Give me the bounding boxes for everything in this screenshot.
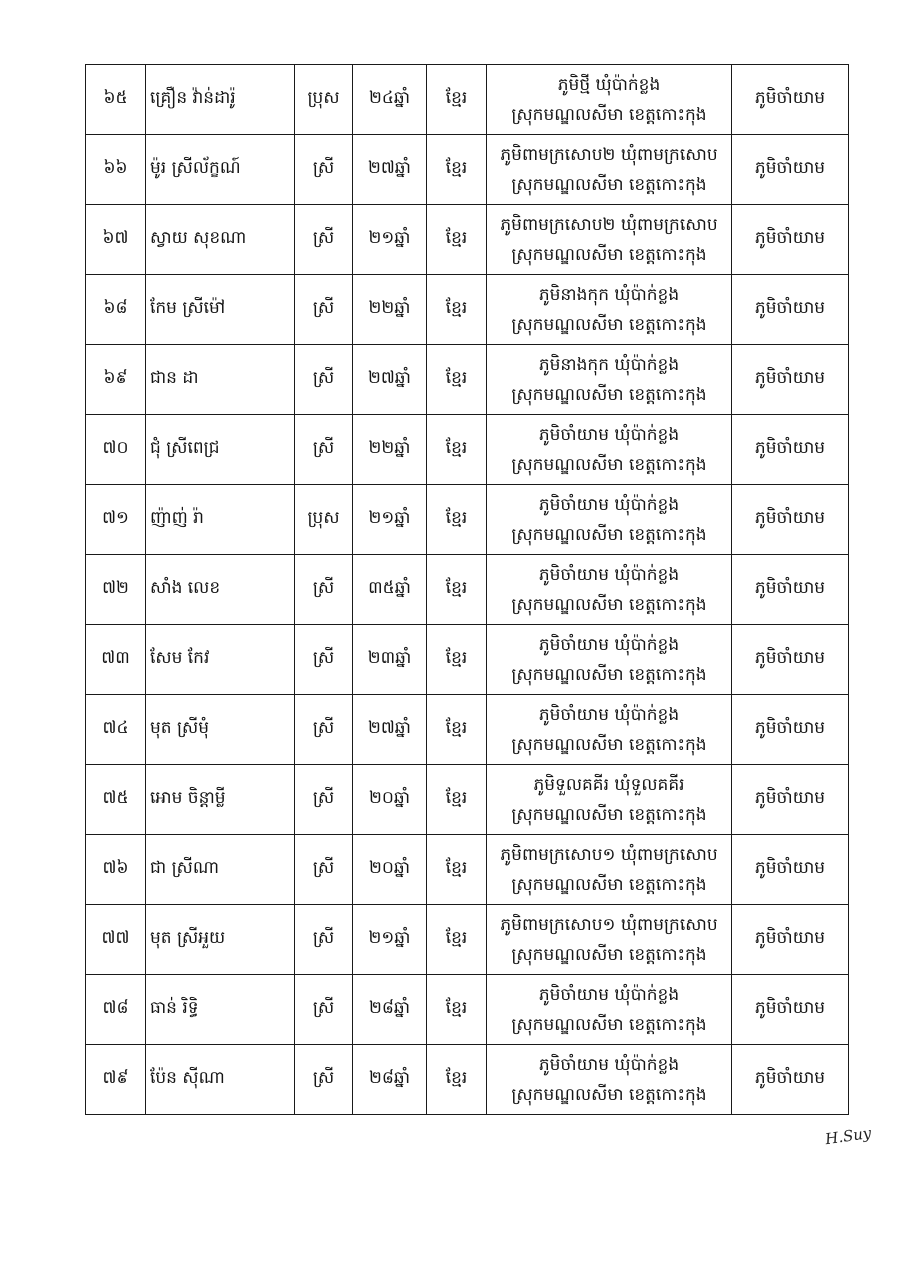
person-name: ញ៉ាញ់ រ៉ា	[146, 485, 295, 555]
sex-cell: ប្រុស	[295, 65, 353, 135]
address-district-province: ស្រុកមណ្ឌលសីមា ខេត្តកោះកុង	[511, 944, 707, 965]
person-name: ជា ស្រីណា	[146, 835, 295, 905]
person-name: មុត ស្រីមុំ	[146, 695, 295, 765]
site-cell: ភូមិចាំយាម	[732, 65, 849, 135]
person-name: មុត ស្រីអួយ	[146, 905, 295, 975]
address-village-commune: ភូមិទួលគគីរ ឃុំទួលគគីរ	[533, 774, 685, 795]
sex-cell: ស្រី	[295, 555, 353, 625]
site-cell: ភូមិចាំយាម	[732, 135, 849, 205]
age-cell: ២៧ឆ្នាំ	[353, 695, 427, 765]
address-cell	[487, 555, 732, 625]
address-cell	[487, 1045, 732, 1115]
address-cell	[487, 205, 732, 275]
address-village-commune: ភូមិពាមក្រសោប១ ឃុំពាមក្រសោប	[500, 844, 718, 865]
address-district-province: ស្រុកមណ្ឌលសីមា ខេត្តកោះកុង	[511, 1014, 707, 1035]
address-district-province: ស្រុកមណ្ឌលសីមា ខេត្តកោះកុង	[511, 454, 707, 475]
address-cell	[487, 415, 732, 485]
row-number: ៦៨	[86, 275, 146, 345]
address-cell	[487, 835, 732, 905]
address-district-province: ស្រុកមណ្ឌលសីមា ខេត្តកោះកុង	[511, 314, 707, 335]
table-row	[86, 555, 849, 625]
table-row	[86, 345, 849, 415]
site-cell: ភូមិចាំយាម	[732, 765, 849, 835]
age-cell: ២១ឆ្នាំ	[353, 485, 427, 555]
address-village-commune: ភូមិនាងកុក ឃុំប៉ាក់ខ្លង	[538, 354, 680, 375]
site-cell: ភូមិចាំយាម	[732, 695, 849, 765]
address-village-commune: ភូមិថ្មី ឃុំប៉ាក់ខ្លង	[557, 74, 661, 95]
age-cell: ២២ឆ្នាំ	[353, 415, 427, 485]
address-village-commune: ភូមិចាំយាម ឃុំប៉ាក់ខ្លង	[538, 424, 680, 445]
age-cell: ២១ឆ្នាំ	[353, 905, 427, 975]
ethnicity-cell: ខ្មែរ	[427, 765, 487, 835]
site-cell: ភូមិចាំយាម	[732, 1045, 849, 1115]
age-cell: ២៣ឆ្នាំ	[353, 625, 427, 695]
age-cell: ២១ឆ្នាំ	[353, 205, 427, 275]
row-number: ៧២	[86, 555, 146, 625]
address-cell	[487, 975, 732, 1045]
ethnicity-cell: ខ្មែរ	[427, 275, 487, 345]
site-cell: ភូមិចាំយាម	[732, 835, 849, 905]
sex-cell: ស្រី	[295, 835, 353, 905]
person-name: ធាន់ រិទ្ធិ	[146, 975, 295, 1045]
site-cell: ភូមិចាំយាម	[732, 485, 849, 555]
table-row	[86, 625, 849, 695]
person-name: ជាន ដា	[146, 345, 295, 415]
ethnicity-cell: ខ្មែរ	[427, 65, 487, 135]
site-cell: ភូមិចាំយាម	[732, 905, 849, 975]
address-district-province: ស្រុកមណ្ឌលសីមា ខេត្តកោះកុង	[511, 384, 707, 405]
ethnicity-cell: ខ្មែរ	[427, 835, 487, 905]
address-district-province: ស្រុកមណ្ឌលសីមា ខេត្តកោះកុង	[511, 524, 707, 545]
address-district-province: ស្រុកមណ្ឌលសីមា ខេត្តកោះកុង	[511, 594, 707, 615]
address-cell	[487, 135, 732, 205]
address-village-commune: ភូមិពាមក្រសោប២ ឃុំពាមក្រសោប	[500, 144, 718, 165]
row-number: ៧៨	[86, 975, 146, 1045]
roster-body	[86, 65, 849, 1115]
sex-cell: ស្រី	[295, 695, 353, 765]
person-name: ប៉ែន ស៊ីណា	[146, 1045, 295, 1115]
row-number: ៧៧	[86, 905, 146, 975]
row-number: ៧៣	[86, 625, 146, 695]
ethnicity-cell: ខ្មែរ	[427, 205, 487, 275]
ethnicity-cell: ខ្មែរ	[427, 1045, 487, 1115]
table-row	[86, 135, 849, 205]
sex-cell: ស្រី	[295, 205, 353, 275]
sex-cell: ប្រុស	[295, 485, 353, 555]
site-cell: ភូមិចាំយាម	[732, 275, 849, 345]
site-cell: ភូមិចាំយាម	[732, 205, 849, 275]
row-number: ៧៤	[86, 695, 146, 765]
address-district-province: ស្រុកមណ្ឌលសីមា ខេត្តកោះកុង	[511, 734, 707, 755]
address-district-province: ស្រុកមណ្ឌលសីមា ខេត្តកោះកុង	[511, 664, 707, 685]
sex-cell: ស្រី	[295, 905, 353, 975]
sex-cell: ស្រី	[295, 275, 353, 345]
address-district-province: ស្រុកមណ្ឌលសីមា ខេត្តកោះកុង	[511, 174, 707, 195]
address-cell	[487, 765, 732, 835]
row-number: ៦៥	[86, 65, 146, 135]
roster-sheet	[85, 64, 848, 1115]
address-village-commune: ភូមិចាំយាម ឃុំប៉ាក់ខ្លង	[538, 704, 680, 725]
row-number: ៧១	[86, 485, 146, 555]
sex-cell: ស្រី	[295, 415, 353, 485]
age-cell: ២៨ឆ្នាំ	[353, 975, 427, 1045]
table-row	[86, 765, 849, 835]
sex-cell: ស្រី	[295, 765, 353, 835]
age-cell: ២៤ឆ្នាំ	[353, 65, 427, 135]
ethnicity-cell: ខ្មែរ	[427, 485, 487, 555]
table-row	[86, 485, 849, 555]
person-name: អោម ចិន្តាម្លី	[146, 765, 295, 835]
site-cell: ភូមិចាំយាម	[732, 555, 849, 625]
address-district-province: ស្រុកមណ្ឌលសីមា ខេត្តកោះកុង	[511, 874, 707, 895]
address-village-commune: ភូមិពាមក្រសោប២ ឃុំពាមក្រសោប	[500, 214, 718, 235]
sex-cell: ស្រី	[295, 1045, 353, 1115]
age-cell: ២០ឆ្នាំ	[353, 835, 427, 905]
table-row	[86, 1045, 849, 1115]
address-cell	[487, 625, 732, 695]
address-cell	[487, 275, 732, 345]
row-number: ៦៩	[86, 345, 146, 415]
age-cell: ២៨ឆ្នាំ	[353, 1045, 427, 1115]
ethnicity-cell: ខ្មែរ	[427, 905, 487, 975]
person-name: ម៉ូរ ស្រីល័ក្ខណ៍	[146, 135, 295, 205]
age-cell: ២៧ឆ្នាំ	[353, 135, 427, 205]
address-village-commune: ភូមិចាំយាម ឃុំប៉ាក់ខ្លង	[538, 564, 680, 585]
site-cell: ភូមិចាំយាម	[732, 415, 849, 485]
table-row	[86, 695, 849, 765]
address-district-province: ស្រុកមណ្ឌលសីមា ខេត្តកោះកុង	[511, 104, 707, 125]
site-cell: ភូមិចាំយាម	[732, 625, 849, 695]
person-name: កែម ស្រីម៉ៅ	[146, 275, 295, 345]
address-village-commune: ភូមិចាំយាម ឃុំប៉ាក់ខ្លង	[538, 984, 680, 1005]
sex-cell: ស្រី	[295, 975, 353, 1045]
sex-cell: ស្រី	[295, 625, 353, 695]
row-number: ៧០	[86, 415, 146, 485]
row-number: ៧៦	[86, 835, 146, 905]
signature: H.Suy	[824, 1123, 873, 1149]
age-cell: ២២ឆ្នាំ	[353, 275, 427, 345]
table-row	[86, 205, 849, 275]
sex-cell: ស្រី	[295, 345, 353, 415]
roster-table	[85, 64, 849, 1115]
age-cell: ២៧ឆ្នាំ	[353, 345, 427, 415]
age-cell: ៣៥ឆ្នាំ	[353, 555, 427, 625]
site-cell: ភូមិចាំយាម	[732, 345, 849, 415]
address-district-province: ស្រុកមណ្ឌលសីមា ខេត្តកោះកុង	[511, 244, 707, 265]
row-number: ៦៦	[86, 135, 146, 205]
address-district-province: ស្រុកមណ្ឌលសីមា ខេត្តកោះកុង	[511, 1084, 707, 1105]
table-row	[86, 275, 849, 345]
address-cell	[487, 345, 732, 415]
ethnicity-cell: ខ្មែរ	[427, 345, 487, 415]
age-cell: ២០ឆ្នាំ	[353, 765, 427, 835]
table-row	[86, 415, 849, 485]
ethnicity-cell: ខ្មែរ	[427, 625, 487, 695]
address-village-commune: ភូមិចាំយាម ឃុំប៉ាក់ខ្លង	[538, 634, 680, 655]
table-row	[86, 905, 849, 975]
row-number: ៧៥	[86, 765, 146, 835]
address-village-commune: ភូមិនាងកុក ឃុំប៉ាក់ខ្លង	[538, 284, 680, 305]
row-number: ៧៩	[86, 1045, 146, 1115]
site-cell: ភូមិចាំយាម	[732, 975, 849, 1045]
address-cell	[487, 905, 732, 975]
ethnicity-cell: ខ្មែរ	[427, 975, 487, 1045]
ethnicity-cell: ខ្មែរ	[427, 555, 487, 625]
table-row	[86, 975, 849, 1045]
address-village-commune: ភូមិពាមក្រសោប១ ឃុំពាមក្រសោប	[500, 914, 718, 935]
person-name: សែម កែវ	[146, 625, 295, 695]
sex-cell: ស្រី	[295, 135, 353, 205]
table-row	[86, 835, 849, 905]
address-cell	[487, 65, 732, 135]
ethnicity-cell: ខ្មែរ	[427, 135, 487, 205]
person-name: ស្វាយ សុខណា	[146, 205, 295, 275]
person-name: គ្រឿន វ៉ាន់ដារ៉ូ	[146, 65, 295, 135]
row-number: ៦៧	[86, 205, 146, 275]
address-village-commune: ភូមិចាំយាម ឃុំប៉ាក់ខ្លង	[538, 494, 680, 515]
person-name: សាំង លេខ	[146, 555, 295, 625]
ethnicity-cell: ខ្មែរ	[427, 695, 487, 765]
address-cell	[487, 485, 732, 555]
address-cell	[487, 695, 732, 765]
person-name: ជុំ ស្រីពេជ្រ	[146, 415, 295, 485]
table-row	[86, 65, 849, 135]
address-district-province: ស្រុកមណ្ឌលសីមា ខេត្តកោះកុង	[511, 804, 707, 825]
ethnicity-cell: ខ្មែរ	[427, 415, 487, 485]
address-village-commune: ភូមិចាំយាម ឃុំប៉ាក់ខ្លង	[538, 1054, 680, 1075]
